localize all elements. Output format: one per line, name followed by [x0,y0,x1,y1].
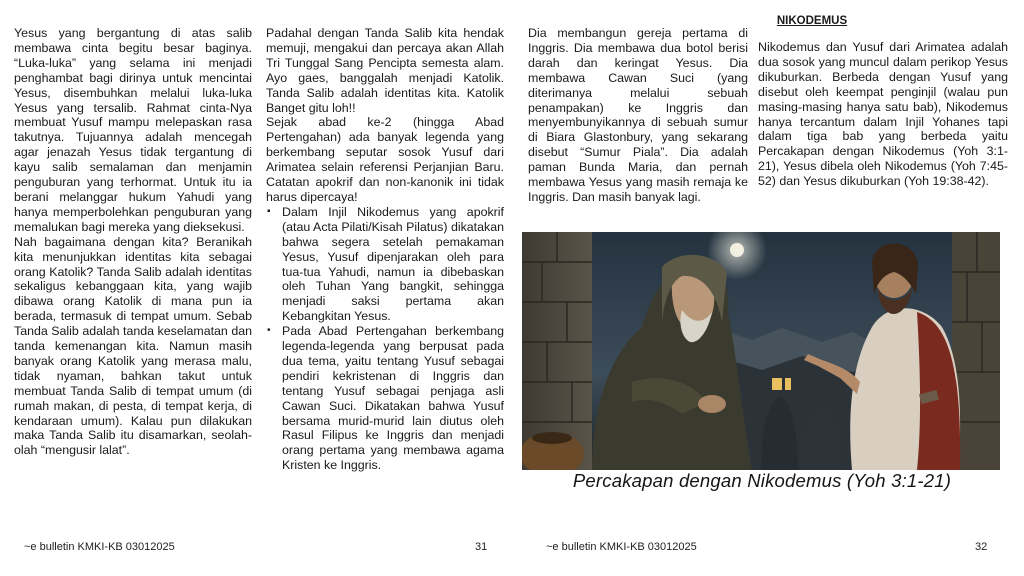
illustration-nicodemus-conversation [522,232,1000,470]
list-item [266,324,504,473]
footer-label-left: ~e bulletin KMKI-KB 03012025 [24,541,175,553]
right-page-column-1 [528,26,748,205]
paragraph: Nikodemus dan Yusuf dari Arimatea adalah dua sosok yang muncul dalam perikop Yesus dikuburkan. Berbeda dengan Yusuf yang disebut oleh keempat penginjil (walau pun masing-masing hanya satu bab), Nikodemus hanya tercantum dalam Injil Yohanes tapi dalam tiga bab yang berbeda yaitu Percakapan dengan Nikodemus (Yoh 3:1-21), Yesus dibela oleh Nikodemus (Yoh 7:45-52) dan Yesus dikuburkan (Yoh 19:38-42). [758,40,1008,189]
page-number-right: 32 [975,541,988,553]
square-bullet-icon: ▪ [267,205,271,217]
paragraph: Padahal dengan Tanda Salib kita hendak memuji, mengakui dan percaya akan Allah Tri Tunggal Sang Pencipta semesta alam. Ayo gaes, banggalah menjadi Katolik. Tanda Salib adalah identitas kita. Katolik Banget gitu loh!! [266,26,504,115]
paragraph: Sejak abad ke-2 (hingga Abad Pertengahan) ada banyak legenda yang berkembang seputar sosok Yusuf dari Arimatea selain referensi Perjanjian Baru. Catatan apokrif dan non-kanonik ini tidak harus dipercaya! [266,115,504,204]
bullet-text: Dalam Injil Nikodemus yang apokrif (atau Acta Pilati/Kisah Pilatus) dikatakan bahwa segera setelah pemakaman Yesus, Yusuf dipenjarakan oleh para tua-tua Yahudi, namun ia dibebaskan oleh Tuhan Yang bangkit, sehingga menjadi saksi pertama akan Kebangkitan Yesus. [282,204,504,324]
illustration-svg [522,232,1000,470]
left-page-column-2 [266,26,504,473]
left-page-column-1 [14,26,252,458]
bullet-text: Pada Abad Pertengahan berkembang legenda-legenda yang berpusat pada dua tema, yaitu tentang Yusuf sebagai pendiri kekristenan di Inggris dan tentang Yusuf sebagai penjaga asli Cawan Suci. Dikatakan bahwa Yusuf bersama murid-murid lain diutus oleh Rasul Filipus ke Inggris dan menjadi orang pertama yang membawa agama Kristen ke Inggris. [282,324,504,473]
image-caption: Percakapan dengan Nikodemus (Yoh 3:1-21) [572,470,952,491]
paragraph: Nah bagaimana dengan kita? Beranikah kita menunjukkan identitas kita sebagai orang Katolik? Tanda Salib adalah identitas sekaligus kebanggaan kita, yang wajib dibawa orang Katolik di mana pun ia berada, termasuk di tempat umum. Sebab Tanda Salib adalah tanda keselamatan dan tanda kemenangan kita. Namun masih banyak orang Katolik yang merasa malu, tidak nyaman, bahkan takut untuk membuat Tanda Salib di tempat umum (di rumah makan, di pesta, di tempat kerja, di kendaraan umum). Kalau pun dilakukan maka Tanda Salib itu disamarkan, seolah-olah “mengusir lalat”. [14,234,252,458]
right-page-column-2 [758,40,1008,189]
footer-label-right: ~e bulletin KMKI-KB 03012025 [546,541,697,553]
page-number-left: 31 [475,541,488,553]
paragraph: Yesus yang bergantung di atas salib membawa cinta begitu besar baginya. “Luka-luka” yang selama ini menjadi penghambat bagi dirinya untuk mencintai Yesus, disembuhkan melalui luka-luka Yesus yang tersalib. Rahmat cinta-Nya membuat Yusuf mampu melepaskan rasa takutnya. Tujuannya adalah mencegah agar jenazah Yesus tidak tergantung di kayu salib semalaman dan menjamin penguburan yang terhormat. Untuk itu ia berani melanggar hukum Yahudi yang hanya memperbolehkan penguburan yang memalukan bagi mereka yang dieksekusi. [14,26,252,234]
legend-bullet-list [266,205,504,473]
section-heading: NIKODEMUS [776,15,848,27]
round-bullet-icon: • [267,325,271,337]
list-item [266,205,504,324]
paragraph: Dia membangun gereja pertama di Inggris. Dia membawa dua botol berisi darah dan keringat Yesus. Dia membawa Cawan Suci (yang diterimanya melalui sebuah penampakan) ke Inggris dan menyembunyikannya di sebuah sumur di Biara Glastonbury, yang sekarang disebut “Sumur Piala”. Dia adalah paman Bunda Maria, dan pernah membawa Yesus yang masih remaja ke Inggris. Dan masih banyak lagi. [528,26,748,204]
